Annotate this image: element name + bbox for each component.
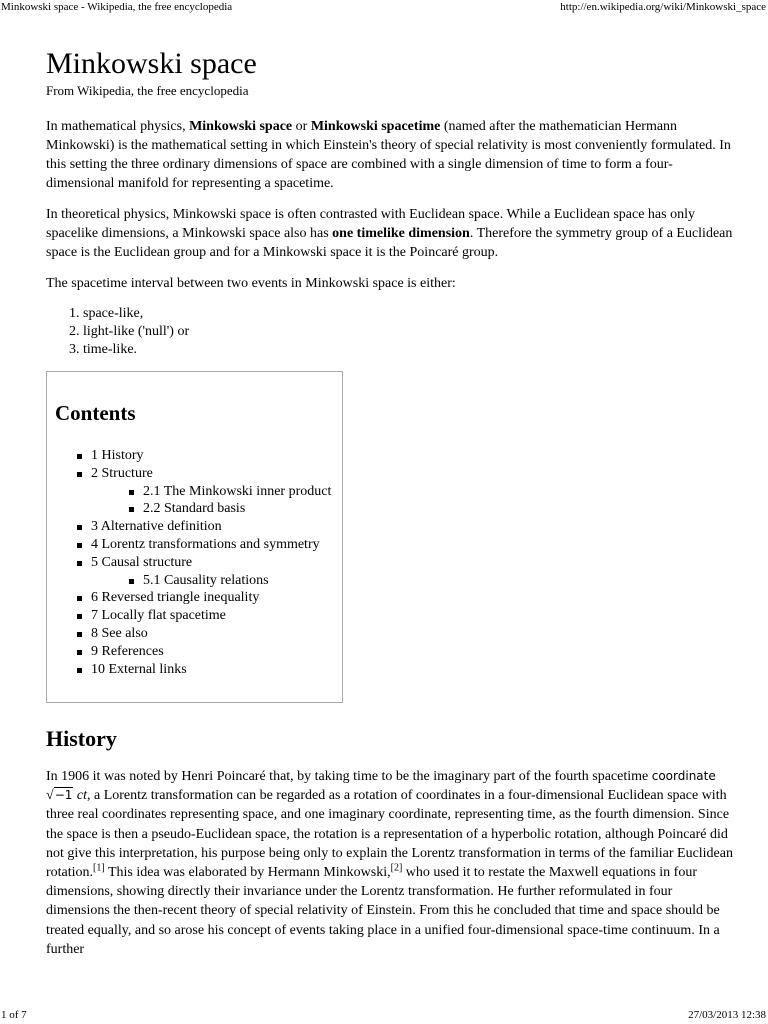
page-url: http://en.wikipedia.org/wiki/Minkowski_space bbox=[560, 1, 766, 13]
toc-item-external-links[interactable]: 10 External links bbox=[77, 661, 331, 679]
toc-sublist-structure bbox=[91, 483, 331, 519]
sqrt-argument: −1 bbox=[54, 788, 73, 803]
table-of-contents bbox=[46, 371, 343, 703]
sqrt-symbol: √ bbox=[46, 788, 54, 804]
formula-ct: ct bbox=[76, 788, 87, 804]
toc-list bbox=[77, 447, 331, 678]
formula-coordinate-label: coordinate bbox=[651, 769, 716, 783]
section-heading-history: History bbox=[46, 726, 117, 751]
toc-item-lorentz-transformations[interactable]: 4 Lorentz transformations and symmetry bbox=[77, 536, 331, 554]
text-run: In 1906 it was noted by Henri Poincaré that, by taking time to be the imaginary part of the fourth spacetime bbox=[46, 769, 652, 784]
toc-item-inner-product[interactable]: 2.1 The Minkowski inner product bbox=[129, 483, 331, 501]
text-run: (named after the mathematician Hermann Minkowski) is the mathematical setting in which Einstein's theory of special relativity is most conveniently formulated. In this setting the three ordinary dimensions of space are combined with a single dimension of time to form a four-dimensional manifold for representing a spacetime. bbox=[46, 119, 731, 191]
text-run: or bbox=[292, 119, 311, 134]
list-item: 3. time-like. bbox=[83, 341, 736, 359]
intro-paragraph-1 bbox=[46, 117, 736, 193]
text-run: . Therefore the symmetry group of a Euclidean space is the Euclidean group and for a Minkowski space it is the Poincaré group. bbox=[46, 226, 733, 260]
intro-paragraph-2 bbox=[46, 205, 736, 262]
citation-link-1[interactable]: [1] bbox=[93, 862, 105, 874]
text-run: , a Lorentz transformation can be regarded as a rotation of coordinates in a four-dimensional Euclidean space with three real coordinates representing space, and one imaginary coordinate, representing time, as the fourth dimension. Since the space is then a pseudo-Euclidean space, the rotation is a representation of a hyperbolic rotation, although Poincaré did not give this interpretation, his purpose being only to explain the Lorentz transformation in terms of the familiar Euclidean rotation. bbox=[46, 788, 733, 881]
toc-title: Contents bbox=[55, 401, 136, 425]
list-item: 2. light-like ('null') or bbox=[83, 323, 736, 341]
toc-item-reversed-triangle[interactable]: 6 Reversed triangle inequality bbox=[77, 589, 331, 607]
intro-paragraph-3: The spacetime interval between two events in Minkowski space is either: bbox=[46, 276, 456, 291]
toc-item-alternative-definition[interactable]: 3 Alternative definition bbox=[77, 518, 331, 536]
toc-link-structure[interactable]: 2 Structure bbox=[91, 465, 153, 481]
toc-item-see-also[interactable]: 8 See also bbox=[77, 625, 331, 643]
text-run: who used it to restate the Maxwell equations in four dimensions, showing directly their invariance under the Lorentz transformation. He further reformulated in four dimensions the then-recent theory of special relativity of Einstein. From this he concluded that time and space should be treated equally, and so arose his concept of events taking place in a unified four-dimensional space-time continuum. In a further bbox=[46, 865, 720, 957]
toc-item-standard-basis[interactable]: 2.2 Standard basis bbox=[129, 500, 331, 518]
page-number: 1 of 7 bbox=[1, 1009, 27, 1021]
history-paragraph bbox=[46, 767, 736, 959]
bold-term-minkowski-spacetime: Minkowski spacetime bbox=[310, 119, 441, 134]
list-item: 1. space-like, bbox=[83, 305, 736, 323]
toc-item-references[interactable]: 9 References bbox=[77, 643, 331, 661]
article-tagline: From Wikipedia, the free encyclopedia bbox=[46, 83, 249, 98]
toc-sublist-causal bbox=[91, 572, 331, 590]
toc-item-causality-relations[interactable]: 5.1 Causality relations bbox=[129, 572, 331, 590]
toc-item-causal-structure bbox=[77, 554, 331, 590]
article-title: Minkowski space bbox=[46, 47, 257, 80]
toc-item-history[interactable]: 1 History bbox=[77, 447, 331, 465]
toc-item-locally-flat[interactable]: 7 Locally flat spacetime bbox=[77, 607, 331, 625]
interval-types-list bbox=[46, 305, 736, 359]
text-run: In mathematical physics, bbox=[46, 119, 190, 134]
print-footer bbox=[0, 1008, 768, 1024]
page-title-header: Minkowski space - Wikipedia, the free encyclopedia bbox=[1, 1, 233, 13]
citation-link-2[interactable]: [2] bbox=[390, 862, 403, 874]
toc-item-structure bbox=[77, 465, 331, 518]
bold-term-timelike-dimension: one timelike dimension bbox=[332, 226, 470, 241]
text-run: This idea was elaborated by Hermann Minkowski, bbox=[104, 865, 391, 881]
print-timestamp: 27/03/2013 12:38 bbox=[688, 1009, 766, 1021]
print-header bbox=[0, 0, 768, 16]
text-run: In theoretical physics, Minkowski space is often contrasted with Euclidean space. While a Euclidean space has only spacelike dimensions, a Minkowski space also has bbox=[46, 207, 695, 241]
bold-term-minkowski-space: Minkowski space bbox=[189, 119, 293, 134]
article-body bbox=[46, 46, 736, 959]
toc-link-causal-structure[interactable]: 5 Causal structure bbox=[91, 554, 193, 570]
